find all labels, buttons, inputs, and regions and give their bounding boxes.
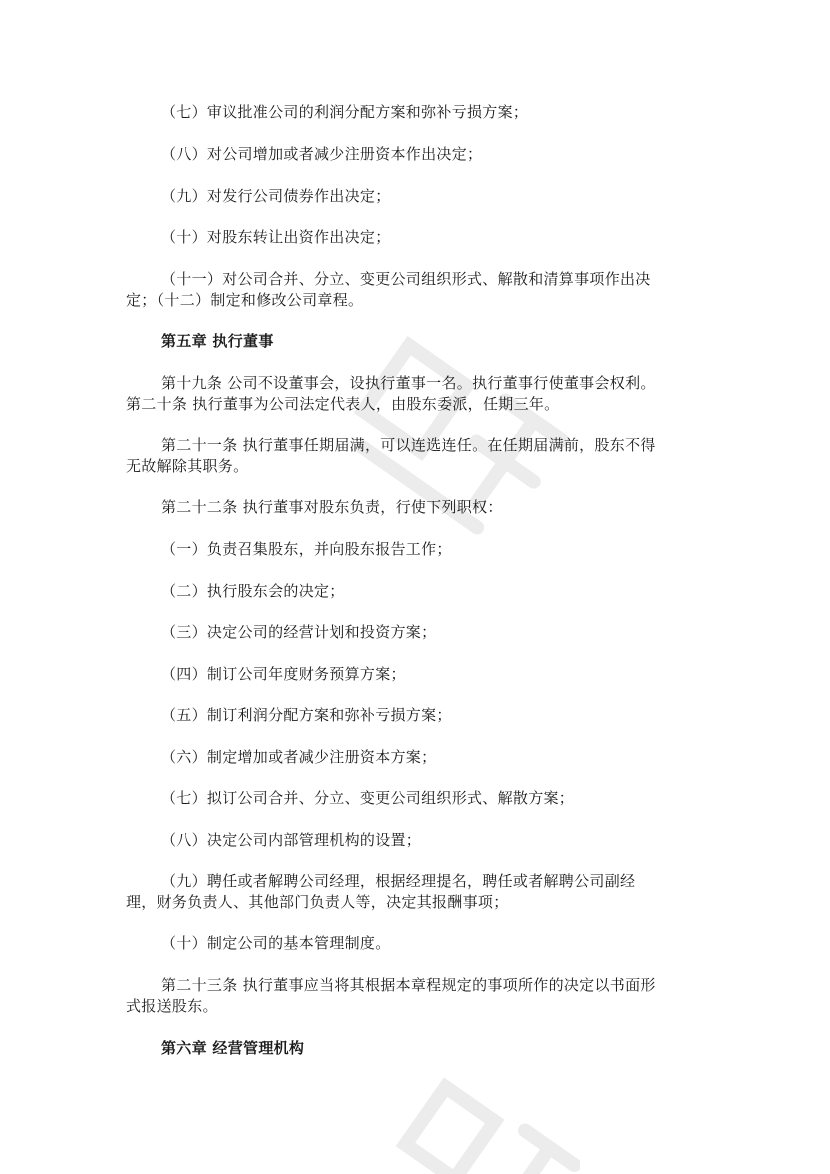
watermark-icon [380, 1060, 580, 1174]
article-line: 第二十一条 执行董事任期届满，可以连选连任。在任期届满前，股东不得 [161, 436, 656, 454]
clause-line: （三）决定公司的经营计划和投资方案； [161, 623, 437, 641]
article-line: 第二十三条 执行董事应当将其根据本章程规定的事项所作的决定以书面形 [161, 976, 656, 994]
chapter-heading: 第五章 执行董事 [161, 332, 274, 350]
article-line: 第十九条 公司不设董事会，设执行董事一名。执行董事行使董事会权利。 [161, 374, 656, 392]
watermark-icon [330, 300, 590, 560]
article-line: 第二十条 执行董事为公司法定代表人，由股东委派，任期三年。 [126, 395, 560, 413]
clause-line: （七）拟订公司合并、分立、变更公司组织形式、解散方案； [161, 789, 575, 807]
clause-line: （十一）对公司合并、分立、变更公司组织形式、解散和清算事项作出决 [161, 270, 651, 288]
clause-line: （五）制订利润分配方案和弥补亏损方案； [161, 706, 452, 724]
article-line: 无故解除其职务。 [126, 457, 249, 475]
clause-line: （八）决定公司内部管理机构的设置； [161, 831, 422, 849]
clause-line: （十）制定公司的基本管理制度。 [161, 934, 391, 952]
clause-line: （九）对发行公司债券作出决定； [161, 187, 391, 205]
clause-line: （二）执行股东会的决定； [161, 582, 345, 600]
clause-line: 理，财务负责人、其他部门负责人等，决定其报酬事项； [126, 893, 509, 911]
clause-line: 定；（十二）制定和修改公司章程。 [126, 291, 364, 309]
clause-line: （六）制定增加或者减少注册资本方案； [161, 748, 437, 766]
clause-line: （四）制订公司年度财务预算方案； [161, 665, 406, 683]
clause-line: （一）负责召集股东，并向股东报告工作； [161, 540, 452, 558]
clause-line: （七）审议批准公司的利润分配方案和弥补亏损方案； [161, 103, 529, 121]
clause-line: （八）对公司增加或者减少注册资本作出决定； [161, 145, 483, 163]
chapter-heading: 第六章 经营管理机构 [161, 1039, 305, 1057]
clause-line: （十）对股东转让出资作出决定； [161, 228, 391, 246]
article-line: 式报送股东。 [126, 997, 218, 1015]
article-line: 第二十二条 执行董事对股东负责，行使下列职权： [161, 498, 503, 516]
clause-line: （九）聘任或者解聘公司经理，根据经理提名，聘任或者解聘公司副经 [161, 872, 636, 890]
